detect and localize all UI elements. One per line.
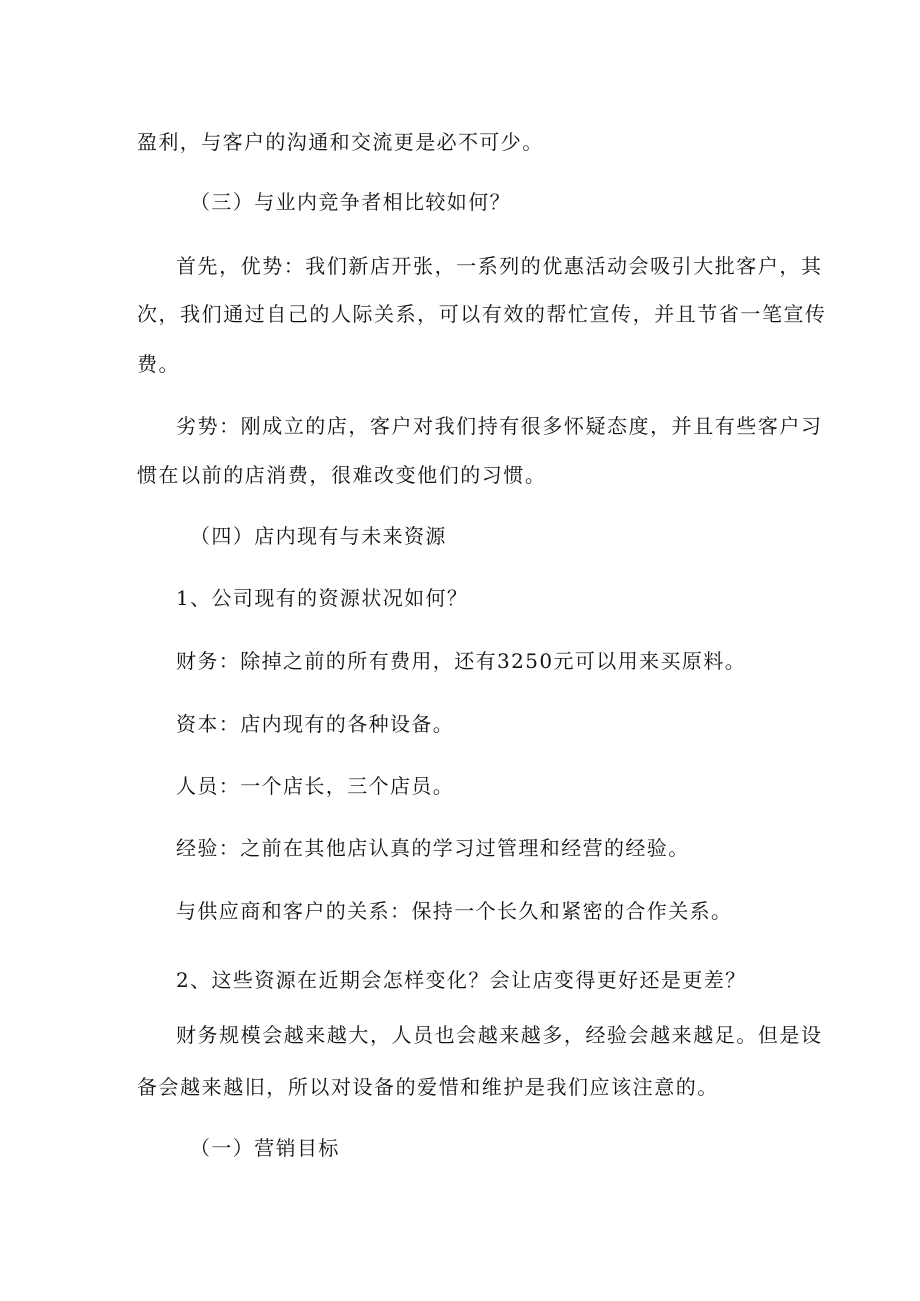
section-heading-resources: （四）店内现有与未来资源 bbox=[190, 524, 447, 548]
question-current-resources: 1、公司现有的资源状况如何？ bbox=[176, 586, 469, 610]
paragraph-disadvantages-line-2: 惯在以前的店消费，很难改变他们的习惯。 bbox=[137, 463, 547, 487]
item-capital: 资本：店内现有的各种设备。 bbox=[176, 712, 455, 736]
item-experience: 经验：之前在其他店认真的学习过管理和经营的经验。 bbox=[176, 836, 690, 860]
item-finance: 财务：除掉之前的所有费用，还有3250元可以用来买原料。 bbox=[176, 649, 747, 673]
paragraph-advantages-line-3: 费。 bbox=[137, 352, 181, 376]
paragraph-advantages-line-1: 首先，优势：我们新店开张，一系列的优惠活动会吸引大批客户，其 bbox=[176, 254, 823, 278]
item-staff: 人员：一个店长，三个店员。 bbox=[176, 774, 455, 798]
section-heading-marketing-goals: （一）营销目标 bbox=[190, 1136, 340, 1160]
section-heading-competitors: （三）与业内竞争者相比较如何？ bbox=[190, 190, 511, 214]
paragraph-profit-line-1: 盈利，与客户的沟通和交流更是必不可少。 bbox=[137, 130, 544, 154]
paragraph-disadvantages-line-1: 劣势：刚成立的店，客户对我们持有很多怀疑态度，并且有些客户习 bbox=[176, 414, 823, 438]
question-resource-changes: 2、这些资源在近期会怎样变化？会让店变得更好还是更差？ bbox=[176, 968, 747, 992]
paragraph-advantages-line-2: 次，我们通过自己的人际关系，可以有效的帮忙宣传，并且节省一笔宣传 bbox=[137, 302, 827, 326]
item-relations: 与供应商和客户的关系：保持一个长久和紧密的合作关系。 bbox=[176, 899, 733, 923]
paragraph-resource-outlook-line-1: 财务规模会越来越大，人员也会越来越多，经验会越来越足。但是设 bbox=[176, 1023, 823, 1047]
paragraph-resource-outlook-line-2: 备会越来越旧，所以对设备的爱惜和维护是我们应该注意的。 bbox=[137, 1075, 719, 1099]
